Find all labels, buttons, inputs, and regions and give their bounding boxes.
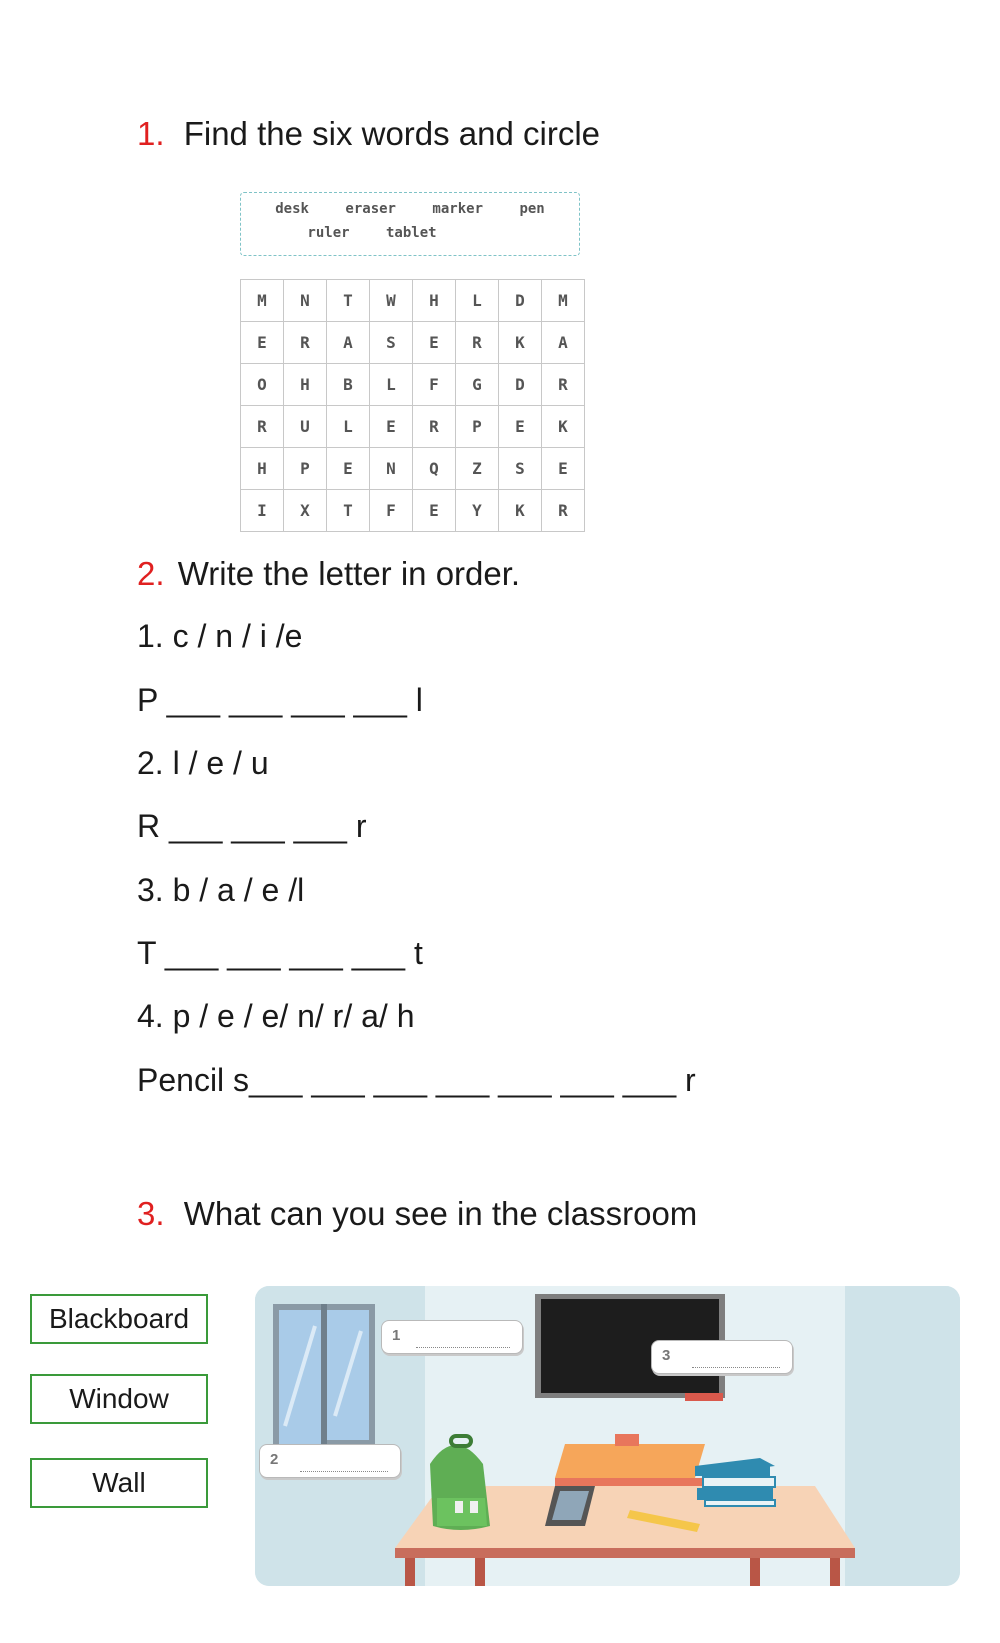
grid-cell[interactable]: W bbox=[370, 280, 413, 322]
grid-cell[interactable]: E bbox=[370, 406, 413, 448]
grid-cell[interactable]: K bbox=[542, 406, 585, 448]
scene-tag-blank bbox=[416, 1347, 510, 1348]
wall-panel-right bbox=[845, 1286, 960, 1586]
grid-cell[interactable]: H bbox=[413, 280, 456, 322]
grid-cell[interactable]: G bbox=[456, 364, 499, 406]
grid-cell[interactable]: X bbox=[284, 490, 327, 532]
exercise-number: 2. bbox=[137, 745, 164, 781]
exercise-4-letters bbox=[137, 998, 414, 1035]
section-1-number: 1. bbox=[137, 115, 165, 152]
classroom-drawing bbox=[255, 1286, 960, 1586]
word-bank bbox=[240, 192, 580, 256]
grid-cell[interactable]: F bbox=[413, 364, 456, 406]
grid-cell[interactable]: M bbox=[542, 280, 585, 322]
scene-tag-3[interactable] bbox=[651, 1340, 793, 1374]
grid-cell[interactable]: R bbox=[413, 406, 456, 448]
grid-cell[interactable]: D bbox=[499, 364, 542, 406]
label-wall[interactable]: Wall bbox=[30, 1458, 208, 1508]
window-icon bbox=[273, 1304, 375, 1446]
grid-cell[interactable]: A bbox=[542, 322, 585, 364]
grid-cell[interactable]: B bbox=[327, 364, 370, 406]
grid-cell[interactable]: D bbox=[499, 280, 542, 322]
word-bank-word: ruler bbox=[307, 225, 350, 241]
grid-cell[interactable]: R bbox=[241, 406, 284, 448]
scene-tag-blank bbox=[692, 1367, 780, 1368]
exercise-2-answer[interactable]: R ___ ___ ___ r bbox=[137, 808, 367, 844]
grid-cell[interactable]: S bbox=[370, 322, 413, 364]
label-window[interactable]: Window bbox=[30, 1374, 208, 1424]
word-bank-word: pen bbox=[519, 201, 545, 217]
section-2-heading bbox=[137, 555, 520, 593]
grid-cell[interactable]: T bbox=[327, 280, 370, 322]
grid-cell[interactable]: L bbox=[370, 364, 413, 406]
section-1-heading bbox=[137, 115, 600, 153]
grid-cell[interactable]: I bbox=[241, 490, 284, 532]
grid-row bbox=[241, 406, 585, 448]
scene-tag-number: 3 bbox=[662, 1347, 671, 1364]
word-bank-word: eraser bbox=[345, 201, 396, 217]
grid-row bbox=[241, 490, 585, 532]
section-2-title: Write the letter in order. bbox=[177, 555, 521, 592]
exercise-1-answer[interactable]: P ___ ___ ___ ___ l bbox=[137, 682, 423, 718]
exercise-3-answer[interactable]: T ___ ___ ___ ___ t bbox=[137, 935, 423, 971]
grid-cell[interactable]: A bbox=[327, 322, 370, 364]
section-3-heading bbox=[137, 1195, 697, 1233]
grid-cell[interactable]: P bbox=[456, 406, 499, 448]
grid-cell[interactable]: K bbox=[499, 322, 542, 364]
grid-cell[interactable]: H bbox=[284, 364, 327, 406]
grid-cell[interactable]: E bbox=[413, 322, 456, 364]
label-blackboard[interactable]: Blackboard bbox=[30, 1294, 208, 1344]
grid-row bbox=[241, 364, 585, 406]
grid-row bbox=[241, 448, 585, 490]
books-icon bbox=[695, 1458, 775, 1506]
scene-tag-2[interactable] bbox=[259, 1444, 401, 1478]
grid-cell[interactable]: E bbox=[413, 490, 456, 532]
scene-tag-number: 2 bbox=[270, 1451, 279, 1468]
grid-cell[interactable]: K bbox=[499, 490, 542, 532]
scrambled-letters: c / n / i /e bbox=[163, 618, 303, 654]
grid-cell[interactable]: Y bbox=[456, 490, 499, 532]
grid-cell[interactable]: R bbox=[284, 322, 327, 364]
grid-cell[interactable]: H bbox=[241, 448, 284, 490]
exercise-4-answer[interactable]: Pencil s___ ___ ___ ___ ___ ___ ___ r bbox=[137, 1062, 696, 1098]
grid-cell[interactable]: E bbox=[327, 448, 370, 490]
grid-cell[interactable]: N bbox=[370, 448, 413, 490]
word-bank-word: desk bbox=[275, 201, 309, 217]
section-1-title: Find the six words and circle bbox=[183, 115, 601, 152]
section-3-number: 3. bbox=[137, 1195, 165, 1232]
exercise-2-letters bbox=[137, 745, 269, 782]
word-bank-word: marker bbox=[432, 201, 483, 217]
scrambled-letters: p / e / e/ n/ r/ a/ h bbox=[163, 998, 415, 1034]
section-3-title: What can you see in the classroom bbox=[183, 1195, 698, 1232]
word-bank-row-1 bbox=[241, 201, 579, 217]
grid-cell[interactable]: F bbox=[370, 490, 413, 532]
grid-cell[interactable]: S bbox=[499, 448, 542, 490]
scene-tag-blank bbox=[300, 1471, 388, 1472]
classroom-illustration bbox=[255, 1286, 960, 1586]
grid-cell[interactable]: E bbox=[241, 322, 284, 364]
exercise-number: 1. bbox=[137, 618, 164, 654]
grid-cell[interactable]: R bbox=[542, 364, 585, 406]
grid-cell[interactable]: N bbox=[284, 280, 327, 322]
grid-cell[interactable]: M bbox=[241, 280, 284, 322]
grid-row bbox=[241, 280, 585, 322]
word-search-grid bbox=[240, 279, 585, 532]
grid-cell[interactable]: R bbox=[542, 490, 585, 532]
scene-tag-1[interactable] bbox=[381, 1320, 523, 1354]
section-2-number: 2. bbox=[137, 555, 165, 592]
grid-cell[interactable]: P bbox=[284, 448, 327, 490]
grid-cell[interactable]: O bbox=[241, 364, 284, 406]
grid-cell[interactable]: Z bbox=[456, 448, 499, 490]
grid-cell[interactable]: Q bbox=[413, 448, 456, 490]
exercise-1-letters bbox=[137, 618, 302, 655]
grid-cell[interactable]: U bbox=[284, 406, 327, 448]
word-bank-row-2 bbox=[203, 225, 541, 241]
grid-cell[interactable]: E bbox=[542, 448, 585, 490]
exercise-number: 3. bbox=[137, 872, 164, 908]
exercise-3-letters bbox=[137, 872, 304, 909]
scrambled-letters: l / e / u bbox=[163, 745, 269, 781]
scrambled-letters: b / a / e /l bbox=[163, 872, 305, 908]
grid-cell[interactable]: L bbox=[456, 280, 499, 322]
grid-cell[interactable]: R bbox=[456, 322, 499, 364]
grid-cell[interactable]: L bbox=[327, 406, 370, 448]
word-bank-word: tablet bbox=[386, 225, 437, 241]
grid-row bbox=[241, 322, 585, 364]
grid-cell[interactable]: T bbox=[327, 490, 370, 532]
exercise-number: 4. bbox=[137, 998, 164, 1034]
scene-tag-number: 1 bbox=[392, 1327, 401, 1344]
grid-cell[interactable]: E bbox=[499, 406, 542, 448]
